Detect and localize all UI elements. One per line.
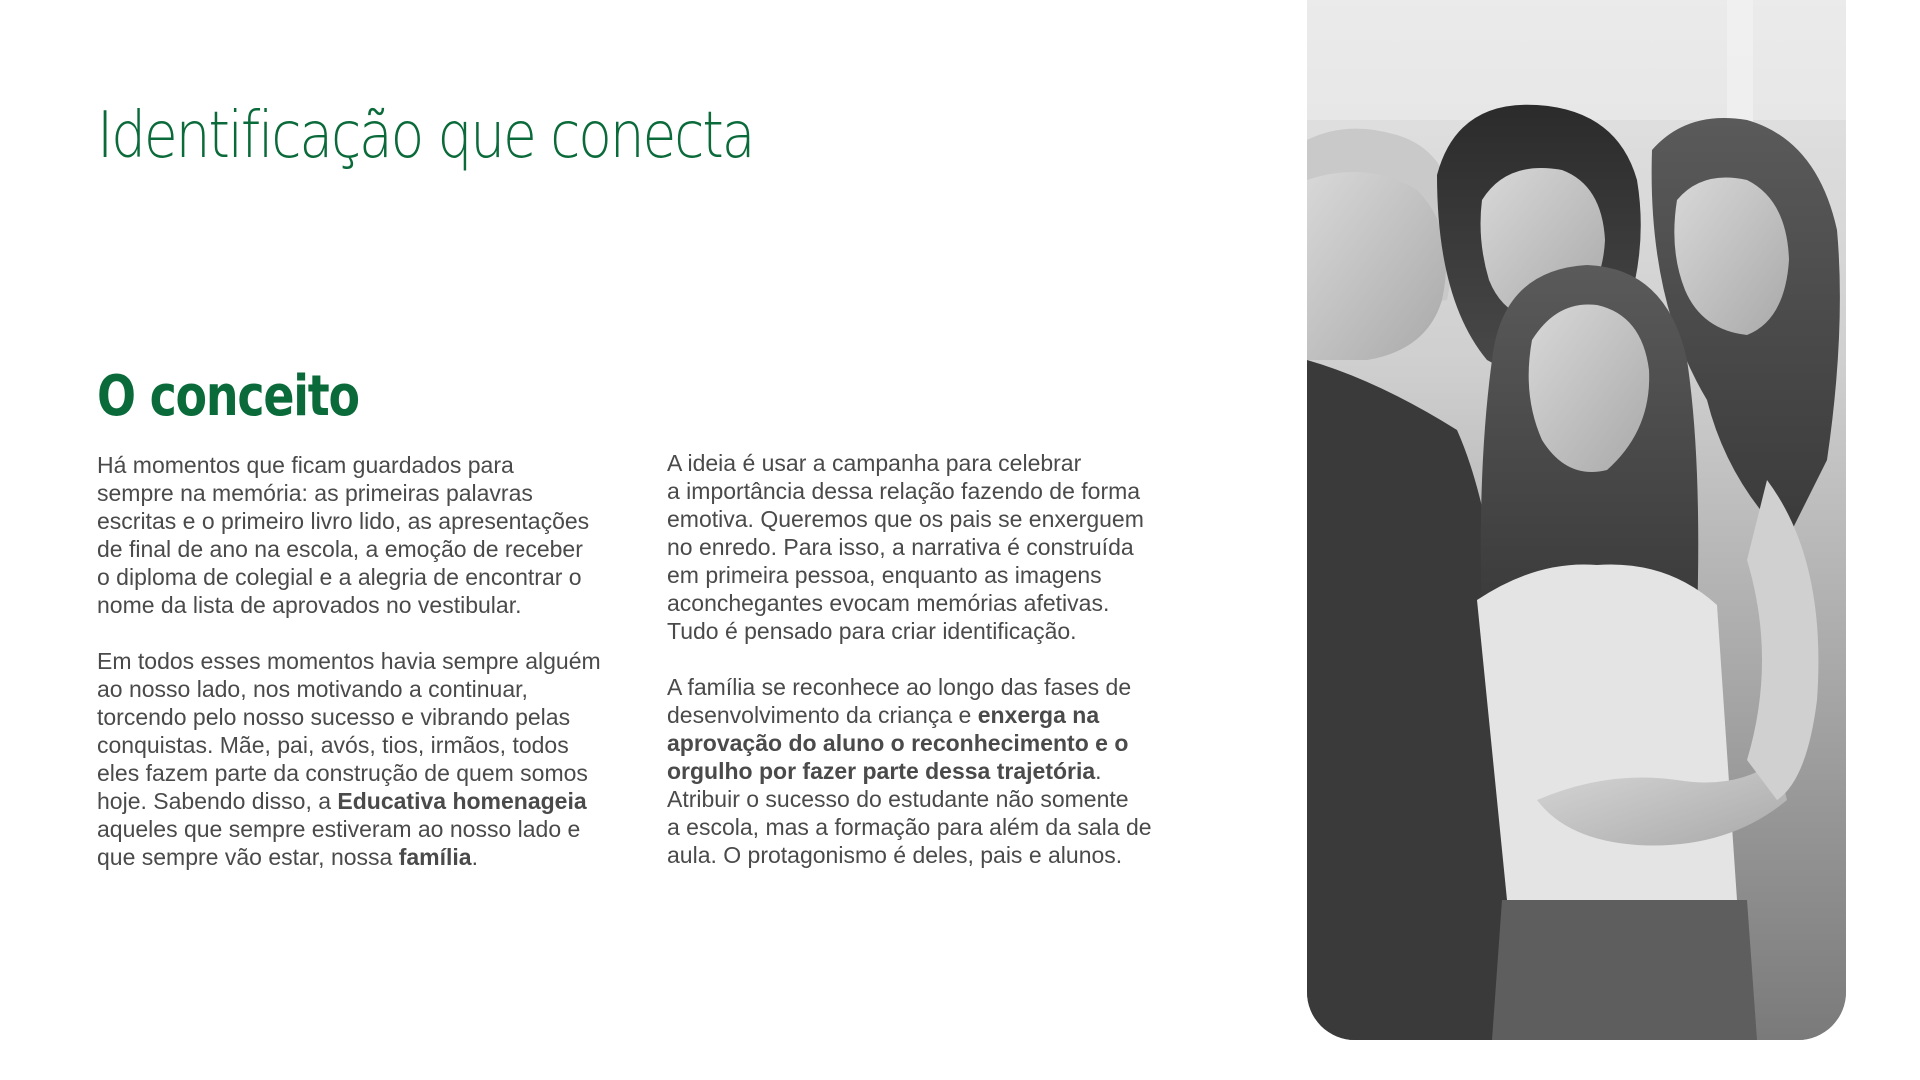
text-line: A família se reconhece ao longo das fases de [667,674,1132,700]
text-line: no enredo. Para isso, a narrativa é construída [667,534,1134,560]
text-line: nome da lista de aprovados no vestibular. [97,592,522,618]
text-line [97,843,637,871]
text-line: sempre na memória: as primeiras palavras [97,480,533,506]
brand-highlight: Educativa homenageia [337,788,587,814]
emphasis-text: enxerga na [977,702,1100,728]
text-line [667,757,1207,785]
text-line: Em todos esses momentos havia sempre alguém [97,648,601,674]
family-highlight: família [398,844,472,870]
page-title: Identificação que conecta [97,99,754,173]
text-line: eles fazem parte da construção de quem somos [97,760,588,786]
text-line: em primeira pessoa, enquanto as imagens [667,562,1102,588]
text-line: Atribuir o sucesso do estudante não somente [667,786,1129,812]
text-line: de final de ano na escola, a emoção de receber [97,536,583,562]
text-line: torcendo pelo nosso sucesso e vibrando pelas [97,704,571,730]
family-photo [1307,0,1846,1040]
text-line [667,729,1207,757]
left-text-column [97,451,637,871]
text-line: aconchegantes evocam memórias afetivas. [667,590,1110,616]
text-line: o diploma de colegial e a alegria de encontrar o [97,564,582,590]
emphasis-text: orgulho por fazer parte dessa trajetória [667,758,1096,784]
paragraph [667,449,1207,645]
text-line: escritas e o primeiro livro lido, as apresentações [97,508,590,534]
paragraph [667,673,1207,869]
text-line: conquistas. Mãe, pai, avós, tios, irmãos, todos [97,732,569,758]
text-fragment: . [1095,758,1102,784]
right-text-column [667,449,1207,869]
text-line: a importância dessa relação fazendo de forma [667,478,1141,504]
text-line [97,787,637,815]
family-photo-illustration [1307,0,1846,1040]
text-fragment: . [471,844,478,870]
emphasis-text: aprovação do aluno o reconhecimento e o [667,730,1129,756]
text-line: ao nosso lado, nos motivando a continuar, [97,676,528,702]
paragraph [97,647,637,871]
text-fragment: hoje. Sabendo disso, a [97,788,338,814]
text-line [667,701,1207,729]
paragraph [97,451,637,619]
text-fragment: desenvolvimento da criança e [667,702,978,728]
text-line: A ideia é usar a campanha para celebrar [667,450,1082,476]
text-line: emotiva. Queremos que os pais se enxerguem [667,506,1144,532]
section-heading: O conceito [97,364,359,429]
text-fragment: que sempre vão estar, nossa [97,844,399,870]
text-line: Há momentos que ficam guardados para [97,452,514,478]
text-line: aqueles que sempre estiveram ao nosso lado e [97,816,581,842]
text-line: Tudo é pensado para criar identificação. [667,618,1077,644]
text-line: a escola, mas a formação para além da sala de [667,814,1152,840]
text-line: aula. O protagonismo é deles, pais e alunos. [667,842,1123,868]
